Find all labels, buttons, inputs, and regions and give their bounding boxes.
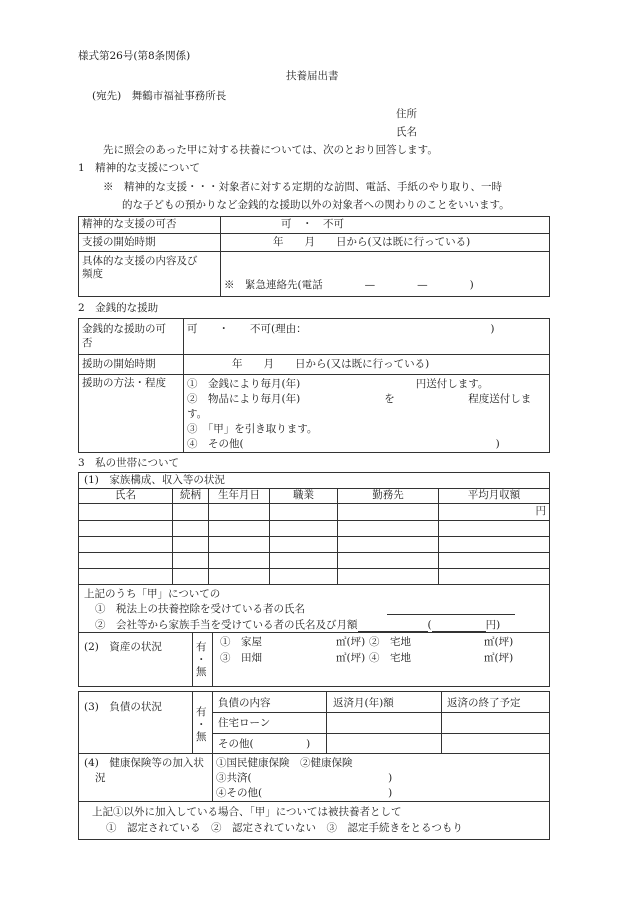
cell-occupation[interactable] bbox=[270, 521, 338, 537]
cell-income[interactable] bbox=[439, 521, 550, 537]
kou-2-amount-blank[interactable] bbox=[432, 621, 486, 632]
debt-home-loan: 住宅ローン bbox=[218, 717, 271, 729]
yes-mark[interactable]: 有 bbox=[196, 706, 207, 718]
col-occupation: 職業 bbox=[270, 489, 338, 504]
cell-workplace[interactable] bbox=[338, 537, 439, 553]
cell-name[interactable] bbox=[79, 553, 173, 569]
asset-1: ① 家屋 bbox=[220, 636, 262, 648]
address-label: 住所 bbox=[396, 108, 417, 120]
debt-col-end: 返済の終了予定 bbox=[447, 697, 521, 709]
table-row bbox=[79, 537, 550, 553]
table-row bbox=[79, 553, 550, 569]
form-number: 様式第26号(第8条関係) bbox=[78, 50, 191, 62]
table-row bbox=[79, 521, 550, 537]
section-3-heading: 3 私の世帯について bbox=[78, 457, 179, 469]
kou-2: ② 会社等から家族手当を受けている者の氏名及び月額 ( 円) bbox=[95, 619, 501, 631]
col-workplace: 勤務先 bbox=[338, 489, 439, 504]
section-1-heading: 1 精神的な支援について bbox=[78, 162, 200, 174]
table-row bbox=[79, 569, 550, 585]
asset-3: ③ 田畑 bbox=[220, 652, 262, 664]
cell-birthdate[interactable] bbox=[209, 569, 270, 585]
no-mark[interactable]: 無 bbox=[196, 731, 207, 744]
financial-aid-table bbox=[78, 318, 550, 453]
cell-name[interactable] bbox=[79, 569, 173, 585]
kou-line: 上記のうち「甲」についての bbox=[84, 588, 221, 600]
debts-yes-no[interactable] bbox=[196, 706, 207, 744]
yen-unit: 円 bbox=[535, 505, 546, 518]
page-title: 扶養届出書 bbox=[286, 70, 339, 82]
cell-income[interactable] bbox=[439, 537, 550, 553]
support-start-label: 支援の開始時期 bbox=[79, 234, 221, 252]
col-name: 氏名 bbox=[79, 489, 173, 504]
kou-2-yen: 円) bbox=[485, 619, 501, 631]
spiritual-support-table bbox=[78, 216, 550, 297]
cell-birthdate[interactable] bbox=[209, 521, 270, 537]
method-1[interactable]: ① 金銭により毎月(年) 円送付します。 bbox=[187, 378, 489, 390]
intro-text: 先に照会のあった甲に対する扶養については、次のとおり回答します。 bbox=[103, 144, 438, 156]
cell-workplace[interactable] bbox=[338, 553, 439, 569]
cell-occupation[interactable] bbox=[270, 537, 338, 553]
dot: ・ bbox=[196, 718, 207, 731]
cell-occupation[interactable] bbox=[270, 553, 338, 569]
family-table bbox=[78, 488, 550, 585]
asset-4-unit: ㎡(坪) bbox=[484, 652, 514, 664]
debt-other[interactable]: その他( ) bbox=[218, 738, 311, 750]
no-mark[interactable]: 無 bbox=[196, 666, 207, 679]
support-detail-label-1: 具体的な支援の内容及び bbox=[82, 255, 198, 267]
cell-name[interactable] bbox=[79, 504, 173, 521]
asset-2: ② 宅地 bbox=[369, 636, 411, 648]
col-relation: 続柄 bbox=[173, 489, 209, 504]
cell-relation[interactable] bbox=[173, 521, 209, 537]
support-detail-label-2: 頻度 bbox=[82, 268, 103, 281]
assets-yes-no[interactable] bbox=[196, 641, 207, 679]
insurance-option-1-2[interactable]: ①国民健康保険 ②健康保険 bbox=[216, 757, 353, 769]
col-birthdate: 生年月日 bbox=[209, 489, 270, 504]
section-1-note-line2: 的な子どもの預かりなど金銭的な援助以外の対象者への関わりのことをいいます。 bbox=[122, 199, 510, 211]
section-2-heading: 2 金銭的な援助 bbox=[78, 302, 159, 314]
cell-relation[interactable] bbox=[173, 569, 209, 585]
debts-label: (3) 負債の状況 bbox=[84, 701, 162, 713]
cell-income[interactable] bbox=[439, 569, 550, 585]
cell-workplace[interactable] bbox=[338, 521, 439, 537]
asset-3-unit: ㎡(坪) bbox=[336, 652, 366, 664]
cell-birthdate[interactable] bbox=[209, 537, 270, 553]
asset-1-unit: ㎡(坪) bbox=[336, 636, 366, 648]
aid-method-label: 援助の方法・程度 bbox=[79, 375, 184, 453]
insurance-option-4[interactable]: ④その他( ) bbox=[216, 787, 393, 799]
aid-possible-label-1: 金銭的な援助の可 bbox=[82, 323, 166, 336]
insurance-status-options[interactable]: ① 認定されている ② 認定されていない ③ 認定手続きをとるつもり bbox=[106, 822, 463, 834]
kou-1: ① 税法上の扶養控除を受けている者の氏名 bbox=[95, 603, 305, 615]
support-possible-label: 精神的な支援の可否 bbox=[79, 217, 221, 234]
method-2[interactable]: ② 物品により毎月(年) を 程度送付しま bbox=[187, 393, 532, 405]
cell-workplace[interactable] bbox=[338, 569, 439, 585]
support-possible-field[interactable]: 可 ・ 不可 bbox=[221, 217, 550, 234]
aid-start-field[interactable]: 年 月 日から(又は既に行っている) bbox=[184, 355, 550, 375]
family-heading: (1) 家族構成、収入等の状況 bbox=[84, 474, 225, 486]
cell-name[interactable] bbox=[79, 521, 173, 537]
insurance-label-1: (4) 健康保険等の加入状 bbox=[84, 757, 204, 769]
assets-label: (2) 資産の状況 bbox=[84, 641, 162, 653]
yes-mark[interactable]: 有 bbox=[196, 641, 207, 653]
method-4[interactable]: ④ その他( ) bbox=[187, 438, 500, 450]
debt-col-content: 負債の内容 bbox=[218, 697, 271, 709]
cell-birthdate[interactable] bbox=[209, 553, 270, 569]
cell-relation[interactable] bbox=[173, 537, 209, 553]
cell-workplace[interactable] bbox=[338, 504, 439, 521]
insurance-note: 上記①以外に加入している場合、「甲」については被扶養者として bbox=[92, 806, 402, 818]
aid-possible-label-2: 否 bbox=[82, 336, 93, 349]
support-start-field[interactable]: 年 月 日から(又は既に行っている) bbox=[221, 234, 550, 252]
kou-2-name-blank[interactable] bbox=[358, 621, 428, 632]
col-monthly-income: 平均月収額 bbox=[439, 489, 550, 504]
cell-income[interactable] bbox=[439, 504, 550, 521]
cell-relation[interactable] bbox=[173, 553, 209, 569]
section-1-note-line1: ※ 精神的な支援・・・対象者に対する定期的な訪問、電話、手紙のやり取り、一時 bbox=[103, 181, 502, 193]
debt-col-amount: 返済月(年)額 bbox=[333, 697, 394, 709]
emergency-contact[interactable]: ※ 緊急連絡先(電話 — — ) bbox=[224, 278, 474, 291]
cell-name[interactable] bbox=[79, 537, 173, 553]
kou-2-text: ② 会社等から家族手当を受けている者の氏名及び月額 bbox=[95, 619, 358, 631]
asset-2-unit: ㎡(坪) bbox=[484, 636, 514, 648]
cell-income[interactable] bbox=[439, 553, 550, 569]
table-row bbox=[79, 504, 550, 521]
cell-birthdate[interactable] bbox=[209, 504, 270, 521]
insurance-option-3[interactable]: ③共済( ) bbox=[216, 772, 393, 784]
cell-occupation[interactable] bbox=[270, 569, 338, 585]
kou-1-blank[interactable] bbox=[387, 614, 515, 615]
method-3[interactable]: ③ 「甲」を引き取ります。 bbox=[187, 423, 318, 435]
support-detail-field[interactable] bbox=[221, 252, 550, 297]
name-label: 氏名 bbox=[396, 126, 417, 138]
addressee: (宛先) 舞鶴市福祉事務所長 bbox=[92, 90, 227, 102]
method-2-cont: す。 bbox=[187, 408, 208, 420]
aid-possible-field[interactable]: 可 ・ 不可(理由： ) bbox=[184, 319, 550, 355]
insurance-label-2: 況 bbox=[95, 772, 106, 784]
cell-occupation[interactable] bbox=[270, 504, 338, 521]
aid-start-label: 援助の開始時期 bbox=[79, 355, 184, 375]
cell-relation[interactable] bbox=[173, 504, 209, 521]
asset-4: ④ 宅地 bbox=[369, 652, 411, 664]
dot: ・ bbox=[196, 653, 207, 666]
